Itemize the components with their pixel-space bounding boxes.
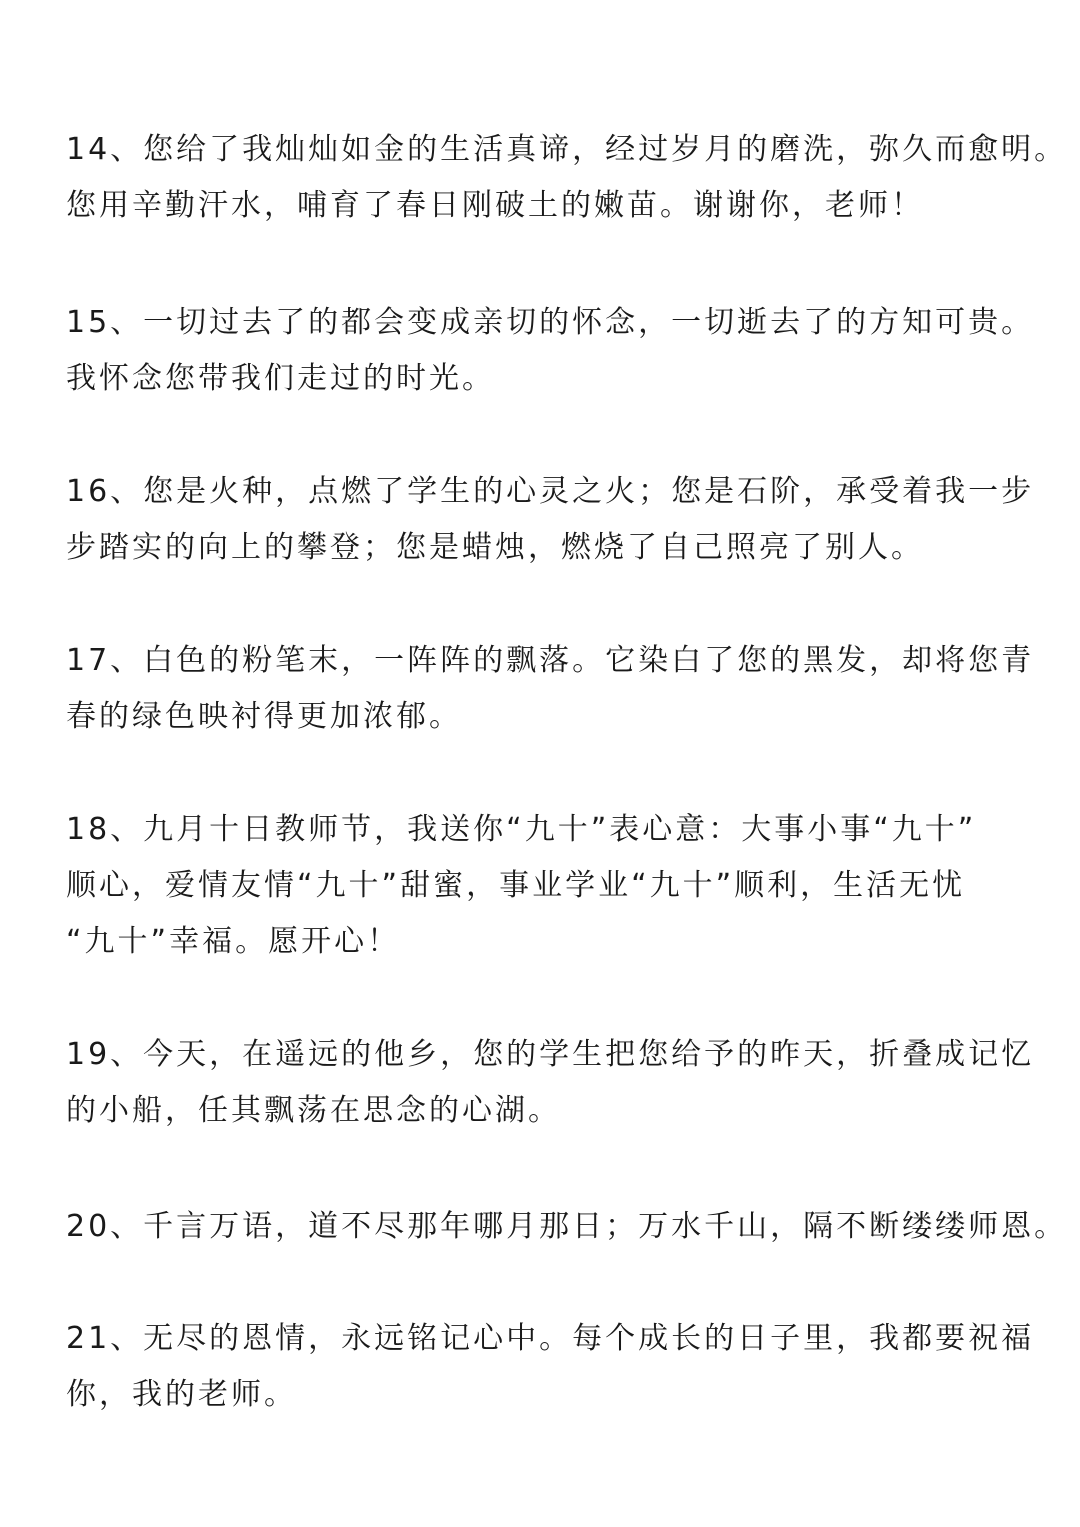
message-19 (66, 1027, 1035, 1139)
message-14-line-1: 14、您给了我灿灿如金的生活真谛，经过岁月的磨洗，弥久而愈明。 (66, 132, 1068, 167)
message-20 (66, 1199, 1068, 1255)
message-19-line-2: 的小船，任其飘荡在思念的心湖。 (66, 1093, 561, 1128)
message-20-line-1: 20、千言万语，道不尽那年哪月那日；万水千山，隔不断缕缕师恩。 (66, 1209, 1068, 1244)
message-18 (66, 802, 1026, 970)
message-21-line-2: 你，我的老师。 (66, 1377, 297, 1412)
message-18-line-1: 18、九月十日教师节，我送你“九十”表心意：大事小事“九十” (66, 812, 977, 847)
message-21 (66, 1311, 1035, 1423)
message-14 (66, 122, 1068, 234)
message-14-line-2: 您用辛勤汗水，哺育了春日刚破土的嫩苗。谢谢你，老师！ (66, 188, 924, 223)
message-16-line-2: 步踏实的向上的攀登；您是蜡烛，燃烧了自己照亮了别人。 (66, 530, 924, 565)
message-16 (66, 464, 1035, 576)
message-15 (66, 295, 1035, 407)
message-18-line-3: “九十”幸福。愿开心！ (66, 924, 401, 959)
message-19-line-1: 19、今天，在遥远的他乡，您的学生把您给予的昨天，折叠成记忆 (66, 1037, 1035, 1072)
message-17-line-1: 17、白色的粉笔末，一阵阵的飘落。它染白了您的黑发，却将您青 (66, 643, 1035, 678)
message-17-line-2: 春的绿色映衬得更加浓郁。 (66, 699, 462, 734)
message-21-line-1: 21、无尽的恩情，永远铭记心中。每个成长的日子里，我都要祝福 (66, 1321, 1035, 1356)
message-15-line-1: 15、一切过去了的都会变成亲切的怀念，一切逝去了的方知可贵。 (66, 305, 1035, 340)
message-18-line-2: 顺心，爱情友情“九十”甜蜜，事业学业“九十”顺利，生活无忧 (66, 868, 966, 903)
message-16-line-1: 16、您是火种，点燃了学生的心灵之火；您是石阶，承受着我一步 (66, 474, 1035, 509)
message-17 (66, 633, 1035, 745)
message-15-line-2: 我怀念您带我们走过的时光。 (66, 361, 495, 396)
